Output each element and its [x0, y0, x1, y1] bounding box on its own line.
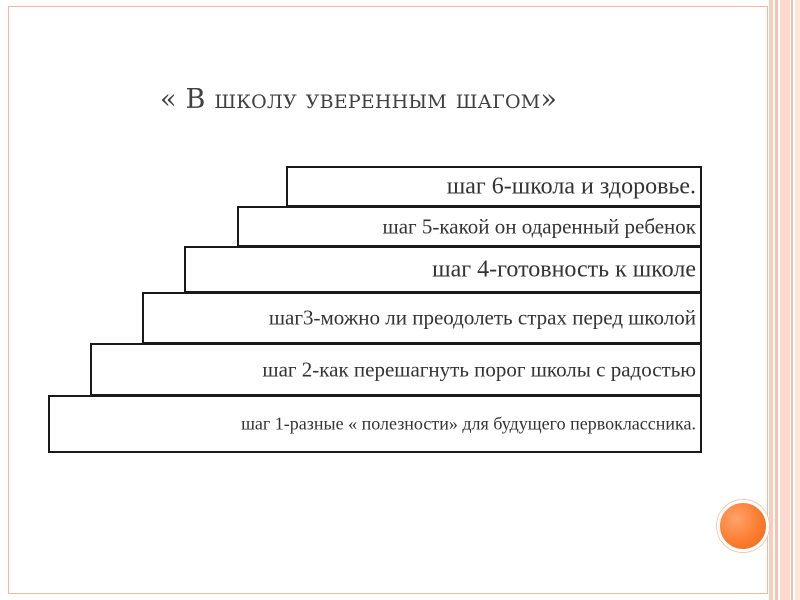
- decorative-stripe: [795, 0, 800, 600]
- slide-title: « В школу уверенным шагом»: [160, 84, 558, 115]
- decorative-circle-icon: [717, 500, 769, 552]
- step-6-box: [286, 166, 702, 207]
- step-5-label: шаг 5-какой он одаренный ребенок: [382, 214, 696, 238]
- decorative-stripe: [775, 0, 778, 600]
- step-5-box: [237, 206, 702, 247]
- step-3-box: [142, 292, 702, 344]
- decorative-stripe: [791, 0, 793, 600]
- step-4-box: [184, 246, 702, 293]
- step-6-label: шаг 6-школа и здоровье.: [446, 173, 696, 199]
- step-1-label: шаг 1-разные « полезности» для будущего первоклассника.: [241, 413, 696, 434]
- step-4-label: шаг 4-готовность к школе: [432, 256, 696, 282]
- step-2-box: [90, 343, 702, 396]
- step-3-label: шаг3-можно ли преодолеть страх перед школой: [268, 305, 696, 330]
- step-1-box: [48, 395, 702, 453]
- decorative-stripe: [780, 0, 790, 600]
- decorative-stripe: [769, 0, 773, 600]
- step-2-label: шаг 2-как перешагнуть порог школы с радостью: [262, 357, 696, 381]
